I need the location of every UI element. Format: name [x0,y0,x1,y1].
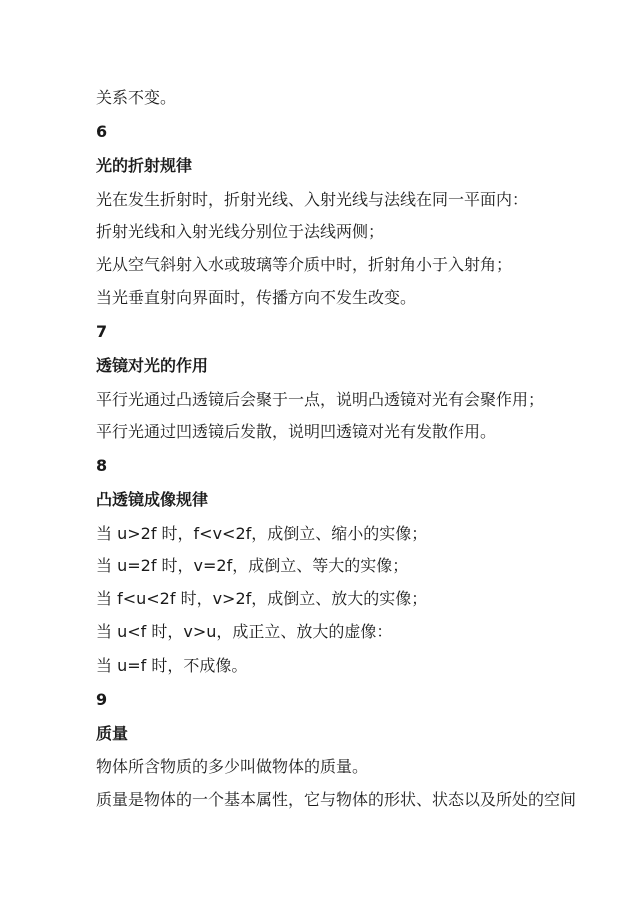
section-number: 6 [96,122,108,141]
paragraph-line: 平行光通过凸透镜后会聚于一点，说明凸透镜对光有会聚作用； [96,390,545,409]
paragraph-line: 光在发生折射时，折射光线、入射光线与法线在同一平面内： [96,190,529,209]
section-heading: 透镜对光的作用 [96,356,209,375]
paragraph-line: 折射光线和入射光线分别位于法线两侧； [96,222,385,241]
section-number: 7 [96,322,108,341]
paragraph-line: 当光垂直射向界面时，传播方向不发生改变。 [96,288,417,307]
paragraph-line: 质量是物体的一个基本属性，它与物体的形状、状态以及所处的空间 [96,790,577,809]
paragraph-line: 当 u=f 时，不成像。 [96,656,248,675]
section-heading: 凸透镜成像规律 [96,490,209,509]
section-number: 9 [96,690,108,709]
paragraph-line: 物体所含物质的多少叫做物体的质量。 [96,757,369,776]
paragraph-line: 当 u>2f 时，f<v<2f，成倒立、缩小的实像； [96,524,428,543]
section-heading: 质量 [96,724,129,743]
paragraph-line: 光从空气斜射入水或玻璃等介质中时，折射角小于入射角； [96,255,513,274]
paragraph-line: 平行光通过凹透镜后发散，说明凹透镜对光有发散作用。 [96,422,497,441]
section-number: 8 [96,456,108,475]
paragraph-line: 当 u<f 时，v>u，成正立、放大的虚像： [96,622,393,641]
paragraph-line: 关系不变。 [96,88,177,107]
paragraph-line: 当 u=2f 时，v=2f，成倒立、等大的实像； [96,556,409,575]
paragraph-line: 当 f<u<2f 时，v>2f，成倒立、放大的实像； [96,589,428,608]
section-heading: 光的折射规律 [96,156,193,175]
